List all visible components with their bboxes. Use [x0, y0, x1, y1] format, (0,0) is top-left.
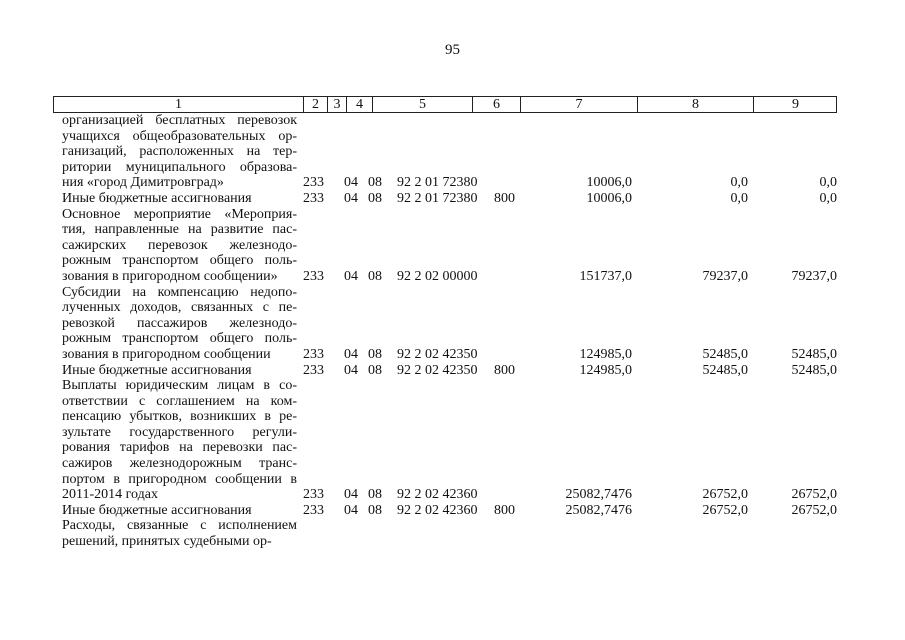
- col-7-amount: 151737,0: [579, 268, 632, 284]
- col-7-amount: 25082,7476: [565, 502, 632, 518]
- col-2-chapter: 233: [303, 346, 324, 362]
- description-line: ритории муниципального образова-: [62, 159, 297, 175]
- page-number: 95: [445, 42, 460, 58]
- table-row: [0, 518, 905, 549]
- col-8-amount: 52485,0: [702, 362, 748, 378]
- table-row: [0, 285, 905, 363]
- header-col-8: 8: [637, 97, 753, 112]
- description-line: портом в пригородном сообщении в: [62, 471, 297, 487]
- description-line: Основное мероприятие «Мероприя-: [62, 206, 297, 222]
- col-4-subsection: 08: [368, 175, 382, 191]
- header-col-7: 7: [520, 97, 637, 112]
- header-col-1: 1: [175, 97, 182, 112]
- description-line: тия, направленные на развитие пас-: [62, 222, 297, 238]
- header-col-9: 9: [753, 97, 837, 112]
- col-9-amount: 26752,0: [791, 502, 837, 518]
- col-7-amount: 10006,0: [586, 175, 632, 191]
- col-3-section: 04: [344, 268, 358, 284]
- col-2-chapter: 233: [303, 175, 324, 191]
- table-row: [0, 113, 905, 191]
- col-7-amount: 10006,0: [586, 190, 632, 206]
- row-description: [62, 113, 297, 191]
- col-2-chapter: 233: [303, 268, 324, 284]
- description-line: лученных доходов, связанных с пе-: [62, 300, 297, 316]
- col-3-section: 04: [344, 175, 358, 191]
- description-line: Иные бюджетные ассигнования: [62, 362, 252, 378]
- col-3-section: 04: [344, 362, 358, 378]
- header-col-4: 4: [346, 97, 372, 112]
- col-2-chapter: 233: [303, 190, 324, 206]
- table-row: [0, 503, 905, 519]
- col-7-amount: 124985,0: [579, 346, 632, 362]
- row-description: [62, 378, 297, 503]
- col-5-target-article: 92 2 02 42350: [397, 346, 478, 362]
- col-3-section: 04: [344, 502, 358, 518]
- table-header: [53, 96, 837, 113]
- description-line: зования в пригородном сообщении: [62, 346, 271, 362]
- col-9-amount: 26752,0: [791, 487, 837, 503]
- col-8-amount: 0,0: [730, 175, 748, 191]
- table-row: [0, 378, 905, 503]
- col-4-subsection: 08: [368, 346, 382, 362]
- col-3-section: 04: [344, 346, 358, 362]
- description-line: решений, принятых судебными ор-: [62, 534, 272, 550]
- col-8-amount: 26752,0: [702, 487, 748, 503]
- header-col-2: 2: [303, 97, 327, 112]
- description-line: сажирских перевозок железнодо-: [62, 237, 297, 253]
- description-line: сажиров железнодорожным транс-: [62, 456, 297, 472]
- row-description: [62, 503, 297, 519]
- description-line: рования тарифов на перевозки пас-: [62, 440, 297, 456]
- col-9-amount: 0,0: [819, 190, 837, 206]
- col-7-amount: 25082,7476: [565, 487, 632, 503]
- col-4-subsection: 08: [368, 502, 382, 518]
- description-line: зультате государственного регули-: [62, 424, 297, 440]
- description-line: ганизаций, расположенных на тер-: [62, 144, 297, 160]
- table-row: [0, 191, 905, 207]
- description-line: пенсацию убытков, возникших в ре-: [62, 409, 297, 425]
- description-line: Иные бюджетные ассигнования: [62, 502, 252, 518]
- col-6-expense-type: 800: [494, 502, 515, 518]
- col-2-chapter: 233: [303, 362, 324, 378]
- description-line: ния «город Димитровград»: [62, 175, 224, 191]
- col-5-target-article: 92 2 02 42360: [397, 487, 478, 503]
- header-col-6: 6: [472, 97, 520, 112]
- col-4-subsection: 08: [368, 362, 382, 378]
- col-5-target-article: 92 2 02 42360: [397, 502, 478, 518]
- description-line: рожным транспортом общего поль-: [62, 331, 297, 347]
- col-9-amount: 79237,0: [791, 268, 837, 284]
- col-5-target-article: 92 2 02 00000: [397, 268, 478, 284]
- col-9-amount: 0,0: [819, 175, 837, 191]
- col-5-target-article: 92 2 02 42350: [397, 362, 478, 378]
- col-6-expense-type: 800: [494, 362, 515, 378]
- row-description: [62, 191, 297, 207]
- col-8-amount: 52485,0: [702, 346, 748, 362]
- description-line: рожным транспортом общего поль-: [62, 253, 297, 269]
- col-9-amount: 52485,0: [791, 362, 837, 378]
- description-line: организацией бесплатных перевозок: [62, 113, 297, 128]
- header-col-5: 5: [372, 97, 472, 112]
- col-6-expense-type: 800: [494, 190, 515, 206]
- header-col-3: 3: [327, 97, 346, 112]
- table-row: [0, 207, 905, 285]
- col-8-amount: 26752,0: [702, 502, 748, 518]
- description-line: Иные бюджетные ассигнования: [62, 190, 252, 206]
- col-9-amount: 52485,0: [791, 346, 837, 362]
- col-2-chapter: 233: [303, 502, 324, 518]
- description-line: ответствии с соглашением на ком-: [62, 393, 297, 409]
- col-2-chapter: 233: [303, 487, 324, 503]
- description-line: зования в пригородном сообщении»: [62, 268, 278, 284]
- description-line: ревозкой пассажиров железнодо-: [62, 315, 297, 331]
- description-line: Расходы, связанные с исполнением: [62, 518, 297, 534]
- row-description: [62, 207, 297, 285]
- col-5-target-article: 92 2 01 72380: [397, 190, 478, 206]
- row-description: [62, 518, 297, 549]
- col-7-amount: 124985,0: [579, 362, 632, 378]
- description-line: 2011-2014 годах: [62, 487, 158, 503]
- row-description: [62, 363, 297, 379]
- row-description: [62, 285, 297, 363]
- description-line: Выплаты юридическим лицам в со-: [62, 378, 297, 394]
- col-3-section: 04: [344, 487, 358, 503]
- table-row: [0, 363, 905, 379]
- col-3-section: 04: [344, 190, 358, 206]
- col-4-subsection: 08: [368, 190, 382, 206]
- col-4-subsection: 08: [368, 268, 382, 284]
- table-body: [0, 113, 905, 550]
- description-line: Субсидии на компенсацию недопо-: [62, 284, 297, 300]
- description-line: учащихся общеобразовательных ор-: [62, 128, 297, 144]
- col-8-amount: 79237,0: [702, 268, 748, 284]
- col-8-amount: 0,0: [730, 190, 748, 206]
- col-5-target-article: 92 2 01 72380: [397, 175, 478, 191]
- col-4-subsection: 08: [368, 487, 382, 503]
